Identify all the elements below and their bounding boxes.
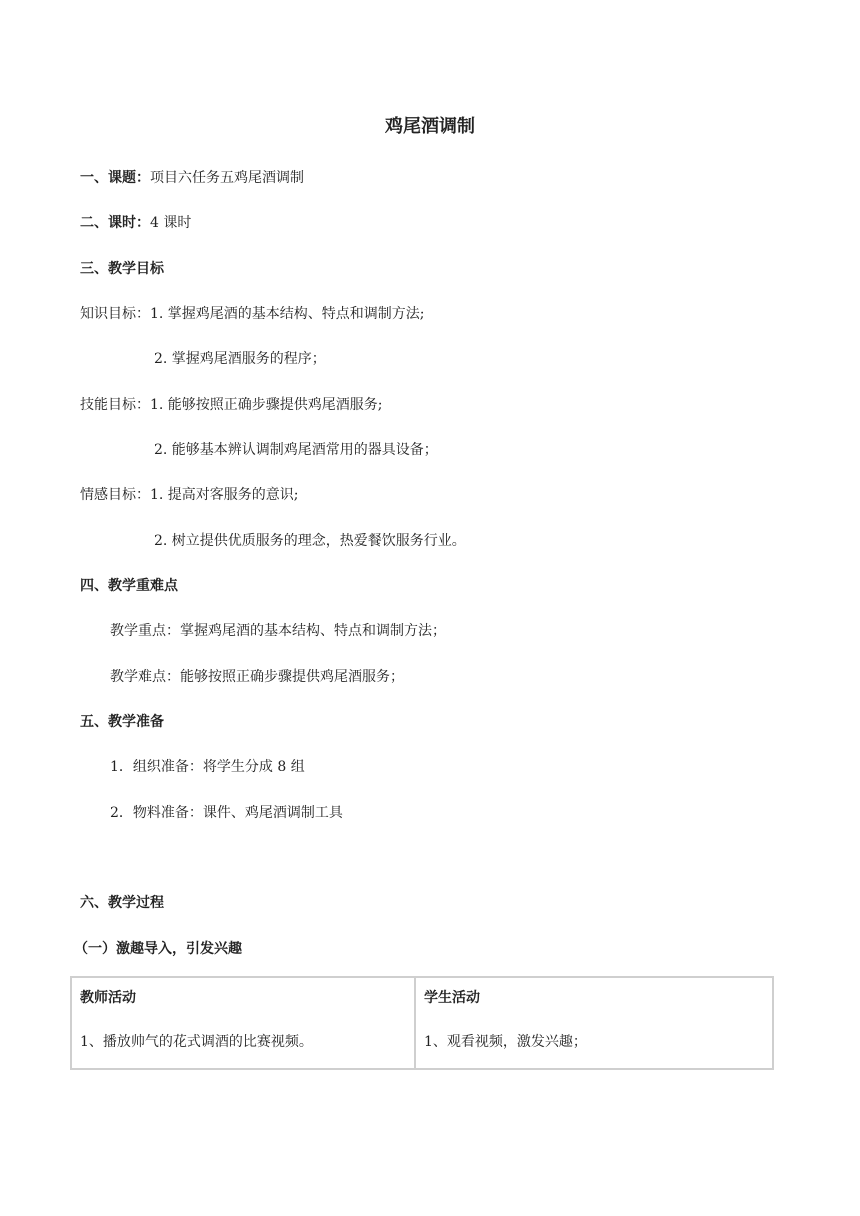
skill-objective-2: 2. 能够基本辨认调制鸡尾酒常用的器具设备； [154,442,438,458]
student-activity-text: 1、观看视频，激发兴趣； [424,1034,587,1050]
hours-value: 4 课时 [150,215,192,231]
teacher-activity-cell [72,978,416,1068]
skill-objective-label: 技能目标： [80,397,150,413]
knowledge-objective-line [80,304,425,324]
skill-objective-1: 1. 能够按照正确步骤提供鸡尾酒服务; [150,397,383,413]
objectives-heading: 三、教学目标 [80,261,164,277]
topic-line [80,168,304,188]
preparation-heading: 五、教学准备 [80,714,164,730]
process-subheading: （一）激趣导入，引发兴趣 [74,941,242,957]
document-title: 鸡尾酒调制 [385,116,475,137]
emotion-objective-1: 1. 提高对客服务的意识; [150,487,299,503]
hours-label: 二、课时： [80,215,150,231]
student-activity-cell [416,978,772,1068]
preparation-item-2: 2．物料准备：课件、鸡尾酒调制工具 [110,805,343,821]
emotion-objective-label: 情感目标： [80,487,150,503]
emotion-objective-line [80,485,299,505]
preparation-item-1: 1．组织准备：将学生分成 8 组 [110,759,305,775]
knowledge-objective-2: 2. 掌握鸡尾酒服务的程序； [154,351,326,367]
hours-line [80,213,191,233]
topic-label: 一、课题： [80,170,150,186]
key-point: 教学重点：掌握鸡尾酒的基本结构、特点和调制方法； [110,623,446,639]
teacher-activity-text: 1、播放帅气的花式调酒的比赛视频。 [80,1034,313,1050]
skill-objective-line [80,395,383,415]
knowledge-objective-1: 1. 掌握鸡尾酒的基本结构、特点和调制方法; [150,306,425,322]
key-points-heading: 四、教学重难点 [80,578,178,594]
difficult-point: 教学难点：能够按照正确步骤提供鸡尾酒服务； [110,669,404,685]
knowledge-objective-label: 知识目标： [80,306,150,322]
activity-table [70,976,774,1070]
emotion-objective-2: 2. 树立提供优质服务的理念，热爱餐饮服务行业。 [154,533,466,549]
teacher-activity-header: 教师活动 [80,990,136,1006]
topic-value: 项目六任务五鸡尾酒调制 [150,170,304,186]
student-activity-header: 学生活动 [424,990,480,1006]
process-heading: 六、教学过程 [80,895,164,911]
